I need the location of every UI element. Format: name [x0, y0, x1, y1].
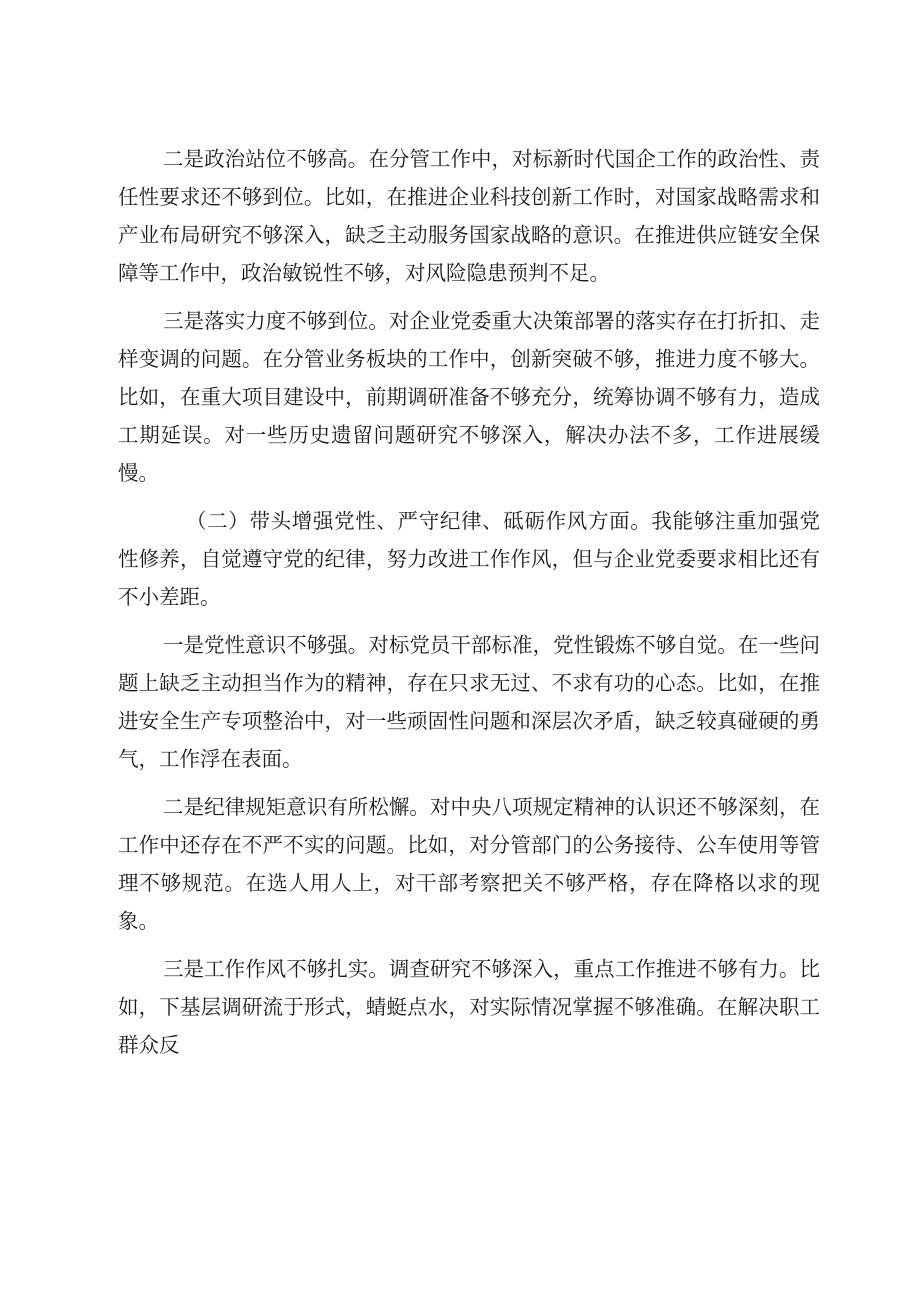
paragraph-party-spirit: 一是党性意识不够强。对标党员干部标准，党性锻炼不够自觉。在一些问题上缺乏主动担当作为的精神，存在只求无过、不求有功的心态。比如，在推进安全生产专项整治中，对一些顽固性问题和深层次矛盾，缺乏较真碰硬的勇气，工作浮在表面。 — [118, 633, 820, 771]
paragraph-political-stance: 二是政治站位不够高。在分管工作中，对标新时代国企工作的政治性、责任性要求还不够到位。比如，在推进企业科技创新工作时，对国家战略需求和产业布局研究不够深入，缺乏主动服务国家战略的意识。在推进供应链安全保障等工作中，政治敏锐性不够，对风险隐患预判不足。 — [118, 147, 820, 285]
document-body — [118, 140, 820, 1074]
paragraph-work-style: 三是工作作风不够扎实。调查研究不够深入，重点工作推进不够有力。比如，下基层调研流于形式，蜻蜓点水，对实际情况掌握不够准确。在解决职工群众反 — [118, 957, 820, 1057]
paragraph-section-two-heading: （二）带头增强党性、严守纪律、砥砺作风方面。我能够注重加强党性修养，自觉遵守党的纪律，努力改进工作作风，但与企业党委要求相比还有不小差距。 — [118, 509, 820, 609]
paragraph-implementation: 三是落实力度不够到位。对企业党委重大决策部署的落实存在打折扣、走样变调的问题。在分管业务板块的工作中，创新突破不够，推进力度不够大。比如，在重大项目建设中，前期调研准备不够充分，统筹协调不够有力，造成工期延误。对一些历史遗留问题研究不够深入，解决办法不多，工作进展缓慢。 — [118, 309, 820, 485]
paragraph-discipline: 二是纪律规矩意识有所松懈。对中央八项规定精神的认识还不够深刻，在工作中还存在不严不实的问题。比如，对分管部门的公务接待、公车使用等管理不够规范。在选人用人上，对干部考察把关不够严格，存在降格以求的现象。 — [118, 795, 820, 933]
